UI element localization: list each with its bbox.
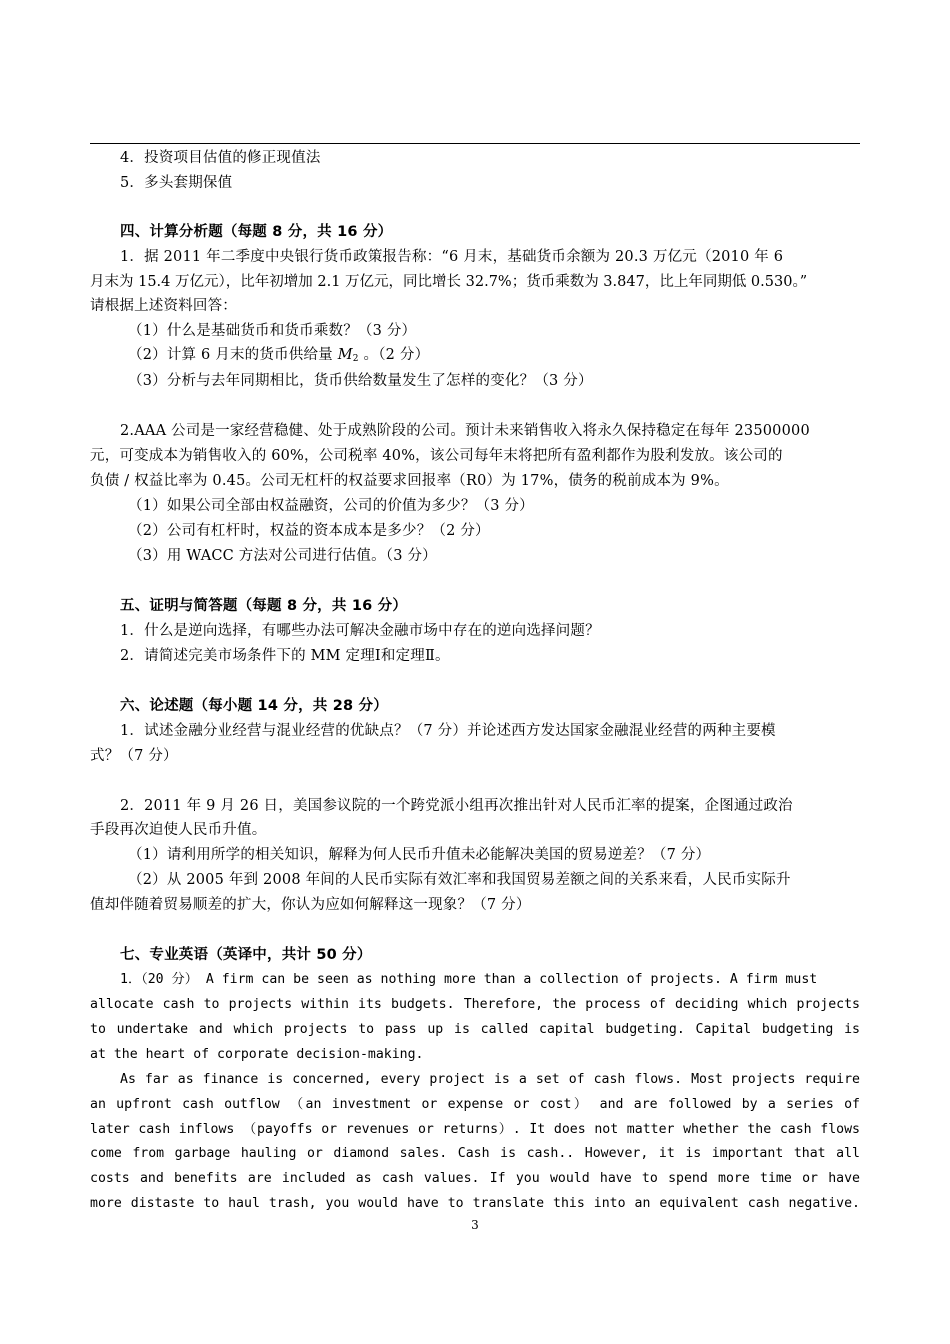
s4-q1-sub2 (128, 343, 898, 371)
header-rule (90, 143, 860, 144)
s7-p2-line6: more distaste to haul trash, you would have to translate this into an equivalent cash negative. (90, 1196, 860, 1211)
s7-p1-line1: 1．（20 分） A firm can be seen as nothing more than a collection of projects. A firm must (120, 972, 818, 987)
s4-q2-sub1: （1）如果公司全部由权益融资，公司的价值为多少？（3 分） (128, 498, 534, 514)
s4-q1-sub3: （3）分析与去年同期相比，货币供给数量发生了怎样的变化？（3 分） (128, 373, 593, 389)
page-number: 3 (471, 1218, 479, 1232)
s6-q1-line2: 式？（7 分） (90, 748, 178, 764)
s7-p2-line3: later cash inflows （payoffs or revenues or returns）. It does not matter whether the cash flows (90, 1122, 860, 1137)
s6-q2-line2: 手段再次迫使人民币升值。 (90, 822, 267, 838)
s7-p2-line1: As far as finance is concerned, every project is a set of cash flows. Most projects require (120, 1072, 860, 1087)
s4-q1-line2: 月末为 15.4 万亿元），比年初增加 2.1 万亿元，同比增长 32.7%；货币乘数为 3.847，比上年同期低 0.530。” (90, 274, 808, 290)
s4-q1-sub2-pre: （2）计算 6 月末的货币供给量 (128, 347, 338, 363)
s6-q2-sub1: （1）请利用所学的相关知识，解释为何人民币升值未必能解决美国的贸易逆差？（7 分） (128, 847, 711, 863)
s5-q2: 2．请简述完美市场条件下的 MM 定理Ⅰ和定理Ⅱ。 (120, 648, 450, 664)
s4-q2-line1: 2.AAA 公司是一家经营稳健、处于成熟阶段的公司。预计未来销售收入将永久保持稳定在每年 23500000 (120, 423, 810, 439)
s6-q1-line1: 1．试述金融分业经营与混业经营的优缺点？（7 分）并论述西方发达国家金融混业经营的两种主要模 (120, 723, 776, 739)
s6-q2-line1: 2．2011 年 9 月 26 日，美国参议院的一个跨党派小组再次推出针对人民币汇率的提案，企图通过政治 (120, 798, 793, 814)
money-supply-symbol: M (337, 347, 353, 363)
s4-q1-line1: 1．据 2011 年二季度中央银行货币政策报告称：“6 月末，基础货币余额为 20.3 万亿元（2010 年 6 (120, 249, 784, 265)
s7-p1-line2: allocate cash to projects within its budgets. Therefore, the process of deciding which projects (90, 997, 860, 1012)
s4-q1-sub1: （1）什么是基础货币和货币乘数？（3 分） (128, 323, 417, 339)
s4-q2-line3: 负债 / 权益比率为 0.45。公司无杠杆的权益要求回报率（R0）为 17%，债务的税前成本为 9%。 (90, 473, 729, 489)
section-4-heading: 四、计算分析题（每题 8 分，共 16 分） (120, 224, 393, 240)
s6-q2-sub2-line1: （2）从 2005 年到 2008 年间的人民币实际有效汇率和我国贸易差额之间的关系来看，人民币实际升 (128, 872, 791, 888)
s4-q1-line3: 请根据上述资料回答： (90, 298, 237, 314)
section-6-heading: 六、论述题（每小题 14 分，共 28 分） (120, 698, 388, 714)
section-7-heading: 七、专业英语（英译中，共计 50 分） (120, 947, 372, 963)
money-supply-subscript: 2 (352, 354, 359, 364)
s4-q2-sub3: （3）用 WACC 方法对公司进行估值。（3 分） (128, 548, 437, 564)
s7-p1-line4: at the heart of corporate decision-making. (90, 1047, 424, 1062)
s4-q2-line2: 元，可变成本为销售收入的 60%，公司税率 40%，该公司每年末将把所有盈利都作为股利发放。该公司的 (90, 448, 783, 464)
list-item-5: 5．多头套期保值 (120, 175, 233, 191)
list-item-4: 4．投资项目估值的修正现值法 (120, 150, 321, 166)
s7-p2-line5: costs and benefits are included as cash values. If you would have to spend more time or have (90, 1171, 860, 1186)
section-5-heading: 五、证明与简答题（每题 8 分，共 16 分） (120, 598, 408, 614)
s4-q2-sub2: （2）公司有杠杆时，权益的资本成本是多少？（2 分） (128, 523, 490, 539)
s4-q1-sub2-post: 。（2 分） (358, 347, 430, 363)
s6-q2-sub2-line2: 值却伴随着贸易顺差的扩大，你认为应如何解释这一现象？（7 分） (90, 897, 531, 913)
s5-q1: 1．什么是逆向选择，有哪些办法可解决金融市场中存在的逆向选择问题？ (120, 623, 600, 639)
s7-p1-line3: to undertake and which projects to pass up is called capital budgeting. Capital budgeting is (90, 1022, 860, 1037)
s7-p2-line2: an upfront cash outflow （an investment or expense or cost） and are followed by a series of (90, 1097, 860, 1112)
s7-p2-line4: come from garbage hauling or diamond sales. Cash is cash.. However, it is important that all (90, 1146, 860, 1161)
